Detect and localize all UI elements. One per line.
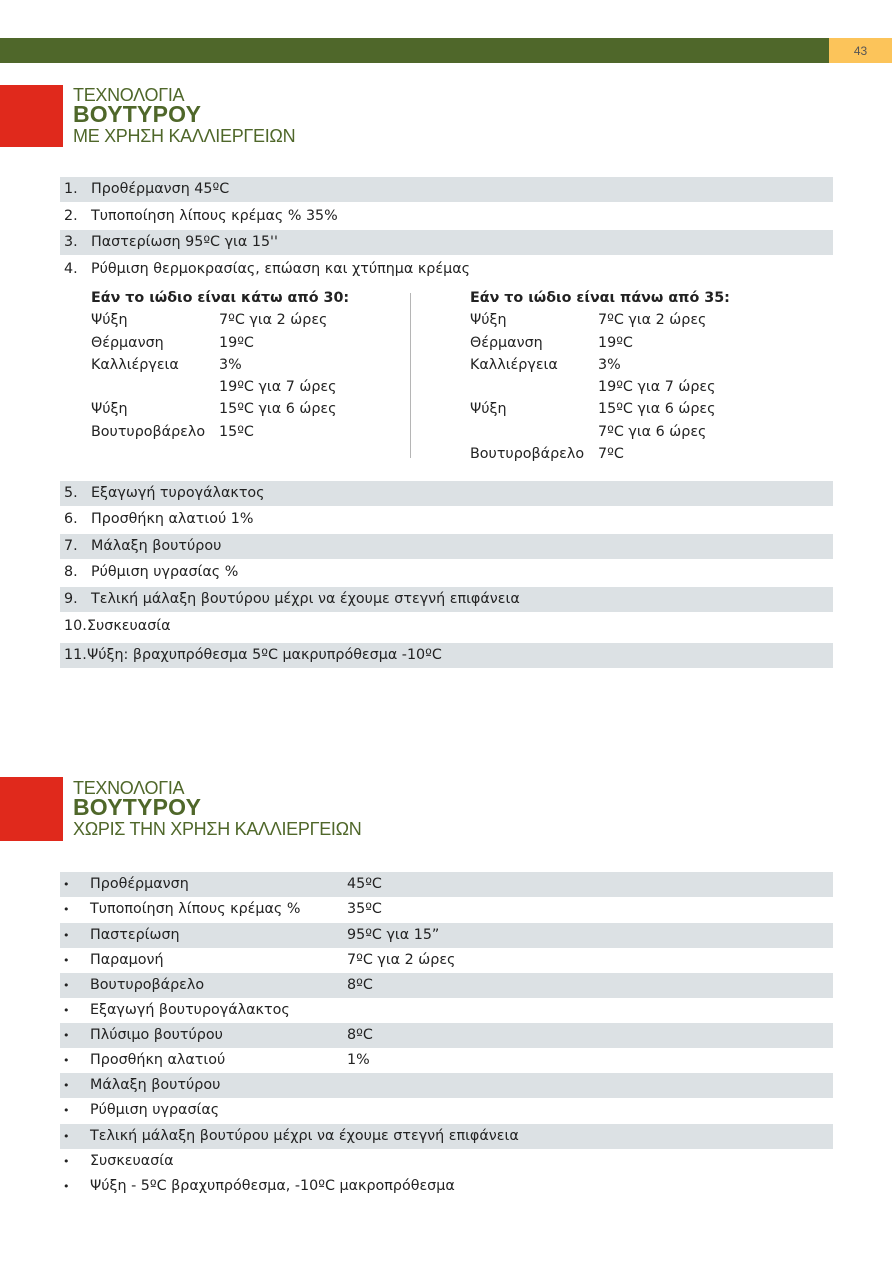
- condition-value: 7ºC για 2 ώρες: [598, 312, 707, 329]
- step-text: Ψύξη: βραχυπρόθεσμα 5ºC μακρυπρόθεσμα -10ºC: [87, 647, 442, 663]
- condition-title: Εάν το ιώδιο είναι πάνω από 35:: [470, 290, 730, 306]
- list-item: [60, 257, 833, 282]
- heading-line-1: ΤΕΧΝΟΛΟΓΙΑ: [73, 85, 185, 105]
- bullet-icon: •: [63, 1079, 70, 1092]
- bullet-icon: •: [63, 878, 70, 891]
- condition-key: Ψύξη: [470, 312, 507, 329]
- list-item: [60, 1124, 833, 1149]
- step-text: Συσκευασία: [87, 618, 171, 634]
- step-text: Προσθήκη αλατιού 1%: [91, 511, 254, 527]
- bullet-icon: •: [63, 903, 70, 916]
- header-band: [0, 38, 829, 63]
- condition-row: [470, 376, 770, 398]
- condition-key: Θέρμανση: [91, 334, 164, 351]
- step-number: 7.: [64, 538, 78, 554]
- condition-key: Βουτυροβάρελο: [91, 423, 206, 440]
- step-text: Προθέρμανση 45ºC: [91, 181, 230, 197]
- condition-key: Καλλιέργεια: [91, 356, 179, 373]
- item-label: Ψύξη - 5ºC βραχυπρόθεσμα, -10ºC μακροπρόθεσμα: [90, 1178, 455, 1194]
- step-number: 2.: [64, 208, 78, 224]
- bullet-icon: •: [63, 1104, 70, 1117]
- heading-subtitle: ΧΩΡΙΣ ΤΗΝ ΧΡΗΣΗ ΚΑΛΛΙΕΡΓΕΙΩΝ: [73, 819, 362, 839]
- step-number: 9.: [64, 591, 78, 607]
- condition-value: 15ºC για 6 ώρες: [219, 401, 337, 418]
- heading-line-1: ΤΕΧΝΟΛΟΓΙΑ: [73, 778, 185, 798]
- condition-value: 7ºC: [598, 446, 624, 463]
- bullet-icon: •: [63, 979, 70, 992]
- list-item: [60, 897, 833, 922]
- section-heading: [73, 86, 295, 145]
- bullet-icon: •: [63, 1029, 70, 1042]
- page-number: 43: [829, 38, 892, 63]
- condition-key: Ψύξη: [91, 312, 128, 329]
- condition-key: Θέρμανση: [470, 334, 543, 351]
- condition-column-high-iodine: [470, 287, 770, 465]
- list-item: [60, 872, 833, 897]
- bullet-icon: •: [63, 1004, 70, 1017]
- step-number: 10.: [64, 618, 87, 634]
- column-divider: [410, 293, 411, 458]
- step-text: Παστερίωση 95ºC για 15'': [91, 234, 278, 250]
- bullet-icon: •: [63, 1180, 70, 1193]
- condition-value: 19ºC: [219, 334, 254, 351]
- bullet-icon: •: [63, 1054, 70, 1067]
- condition-row: [470, 309, 770, 331]
- list-item: [60, 1048, 833, 1073]
- list-item: [60, 1149, 833, 1174]
- condition-value: 19ºC: [598, 334, 633, 351]
- condition-row: [91, 421, 391, 443]
- list-item: [60, 587, 833, 612]
- list-item: [60, 204, 833, 229]
- item-value: 1%: [347, 1052, 370, 1068]
- section-marker: [0, 777, 63, 841]
- bullet-icon: •: [63, 1155, 70, 1168]
- item-label: Εξαγωγή βουτυρογάλακτος: [90, 1002, 290, 1018]
- item-label: Παστερίωση: [90, 927, 180, 943]
- condition-row: [91, 309, 391, 331]
- item-value: 45ºC: [347, 876, 382, 892]
- bullet-icon: •: [63, 1130, 70, 1143]
- item-value: 8ºC: [347, 977, 373, 993]
- step-number: 11.: [64, 647, 87, 663]
- condition-key: Ψύξη: [470, 401, 507, 418]
- condition-value: 15ºC: [219, 423, 254, 440]
- list-item: [60, 1174, 833, 1199]
- item-value: 8ºC: [347, 1027, 373, 1043]
- step-number: 1.: [64, 181, 78, 197]
- heading-subtitle: ΜΕ ΧΡΗΣΗ ΚΑΛΛΙΕΡΓΕΙΩΝ: [73, 126, 296, 146]
- condition-row: [470, 354, 770, 376]
- step-text: Τελική μάλαξη βουτύρου μέχρι να έχουμε στεγνή επιφάνεια: [91, 591, 520, 607]
- condition-value: 3%: [219, 356, 242, 373]
- list-item: [60, 230, 833, 255]
- list-item: [60, 534, 833, 559]
- item-value: 35ºC: [347, 901, 382, 917]
- list-item: [60, 1023, 833, 1048]
- bullet-icon: •: [63, 954, 70, 967]
- step-text: Ρύθμιση υγρασίας %: [91, 564, 239, 580]
- list-item: [60, 998, 833, 1023]
- condition-row: [91, 376, 391, 398]
- condition-column-low-iodine: [91, 287, 391, 443]
- item-label: Προθέρμανση: [90, 876, 189, 892]
- condition-row: [91, 398, 391, 420]
- item-label: Παραμονή: [90, 952, 164, 968]
- list-item: [60, 948, 833, 973]
- step-text: Τυποποίηση λίπους κρέμας % 35%: [91, 208, 338, 224]
- list-item: [60, 973, 833, 998]
- condition-value: 3%: [598, 356, 621, 373]
- condition-key: Καλλιέργεια: [470, 356, 558, 373]
- item-label: Πλύσιμο βουτύρου: [90, 1027, 223, 1043]
- step-number: 3.: [64, 234, 78, 250]
- item-label: Συσκευασία: [90, 1153, 174, 1169]
- step-text: Μάλαξη βουτύρου: [91, 538, 222, 554]
- item-label: Τελική μάλαξη βουτύρου μέχρι να έχουμε στεγνή επιφάνεια: [90, 1128, 519, 1144]
- item-label: Ρύθμιση υγρασίας: [90, 1102, 220, 1118]
- condition-row: [470, 421, 770, 443]
- list-item: [60, 507, 833, 532]
- item-label: Βουτυροβάρελο: [90, 977, 205, 993]
- list-item: [60, 177, 833, 202]
- step-number: 6.: [64, 511, 78, 527]
- heading-title: ΒΟΥΤΥΡΟΥ: [73, 101, 202, 127]
- condition-row: [470, 443, 770, 465]
- list-item: [60, 923, 833, 948]
- condition-row: [91, 332, 391, 354]
- item-value: 95ºC για 15”: [347, 927, 440, 943]
- list-item: [60, 1073, 833, 1098]
- heading-title: ΒΟΥΤΥΡΟΥ: [73, 794, 202, 820]
- step-text: Ρύθμιση θερμοκρασίας, επώαση και χτύπημα κρέμας: [91, 261, 471, 277]
- list-item: [60, 1098, 833, 1123]
- condition-row: [470, 332, 770, 354]
- item-value: 7ºC για 2 ώρες: [347, 952, 456, 968]
- step-text: Εξαγωγή τυρογάλακτος: [91, 485, 265, 501]
- condition-title: Εάν το ιώδιο είναι κάτω από 30:: [91, 290, 350, 306]
- item-label: Προσθήκη αλατιού: [90, 1052, 226, 1068]
- step-number: 4.: [64, 261, 78, 277]
- section-marker: [0, 85, 63, 147]
- condition-value: 19ºC για 7 ώρες: [598, 379, 716, 396]
- list-item: [60, 560, 833, 585]
- condition-key: Ψύξη: [91, 401, 128, 418]
- condition-value: 19ºC για 7 ώρες: [219, 379, 337, 396]
- list-item: [60, 643, 833, 668]
- item-label: Μάλαξη βουτύρου: [90, 1077, 221, 1093]
- condition-key: Βουτυροβάρελο: [470, 446, 585, 463]
- condition-row: [470, 398, 770, 420]
- step-number: 8.: [64, 564, 78, 580]
- condition-value: 15ºC για 6 ώρες: [598, 401, 716, 418]
- list-item: [60, 614, 833, 639]
- condition-value: 7ºC για 6 ώρες: [598, 423, 707, 440]
- section-heading: [73, 779, 361, 838]
- list-item: [60, 481, 833, 506]
- condition-value: 7ºC για 2 ώρες: [219, 312, 328, 329]
- bullet-icon: •: [63, 929, 70, 942]
- item-label: Τυποποίηση λίπους κρέμας %: [90, 901, 301, 917]
- step-number: 5.: [64, 485, 78, 501]
- condition-row: [91, 354, 391, 376]
